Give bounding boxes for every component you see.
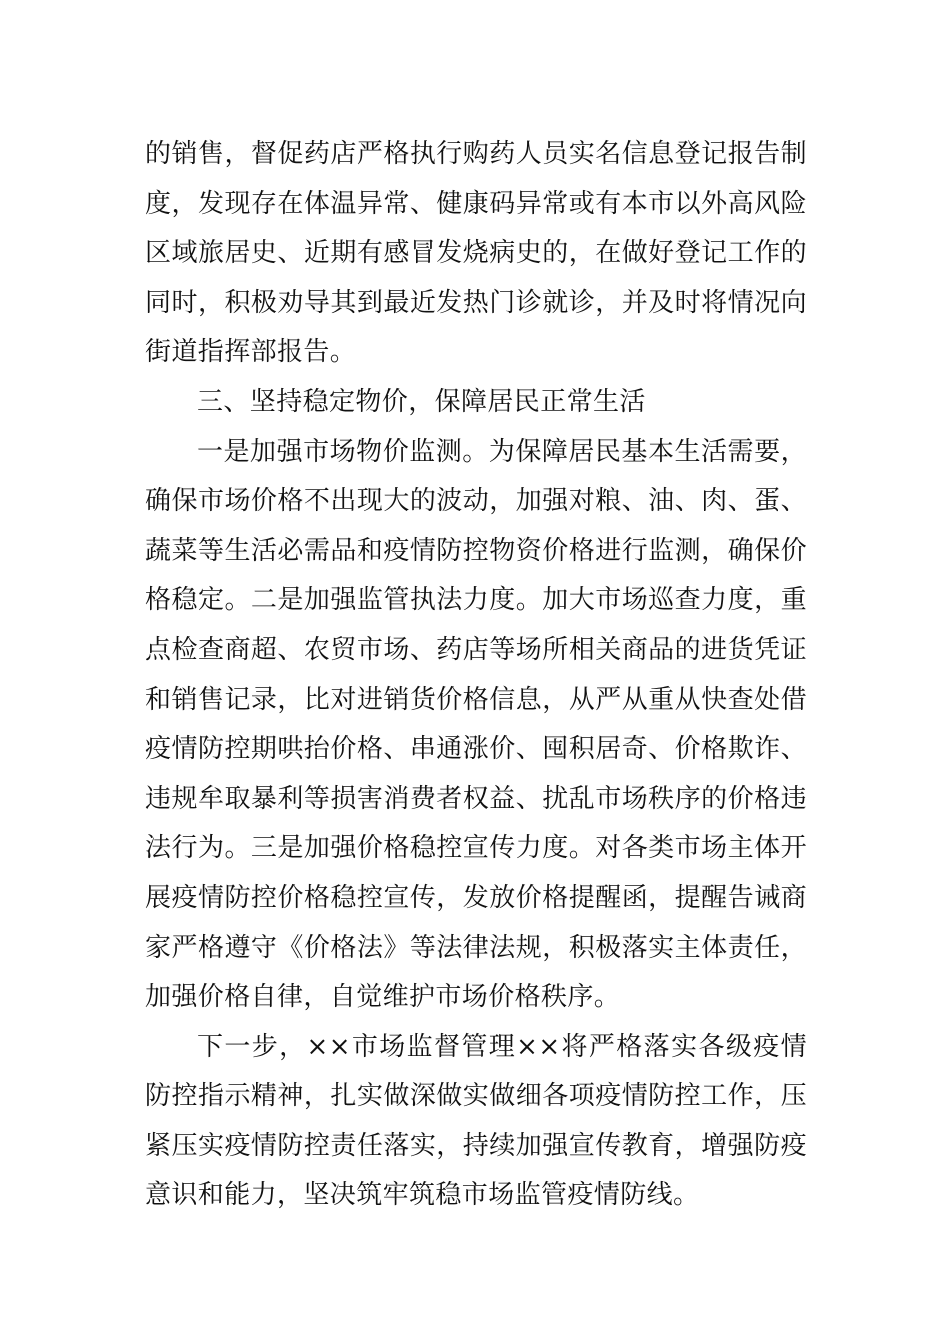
section-heading: 三、坚持稳定物价，保障居民正常生活 <box>197 386 646 417</box>
document-body <box>145 130 807 1221</box>
paragraph-measures: 一是加强市场物价监测。为保障居民基本生活需要，确保市场价格不出现大的波动，加强对粮、油、肉、蛋、蔬菜等生活必需品和疫情防控物资价格进行监测，确保价格稳定。二是加强监管执法力度。加大市场巡查力度，重点检查商超、农贸市场、药店等场所相关商品的进货凭证和销售记录，比对进销货价格信息，从严从重从快查处借疫情防控期哄抬价格、串通涨价、囤积居奇、价格欺诈、违规牟取暴利等损害消费者权益、扰乱市场秩序的价格违法行为。三是加强价格稳控宣传力度。对各类市场主体开展疫情防控价格稳控宣传，发放价格提醒函，提醒告诫商家严格遵守《价格法》等法律法规，积极落实主体责任，加强价格自律，自觉维护市场价格秩序。 <box>145 436 807 1013</box>
paragraph-next-steps: 下一步，××市场监督管理××将严格落实各级疫情防控指示精神，扎实做深做实做细各项疫情防控工作，压紧压实疫情防控责任落实，持续加强宣传教育，增强防疫意识和能力，坚决筑牢筑稳市场监管疫情防线。 <box>145 1031 807 1211</box>
paragraph-continuation: 的销售，督促药店严格执行购药人员实名信息登记报告制度，发现存在体温异常、健康码异常或有本市以外高风险区域旅居史、近期有感冒发烧病史的，在做好登记工作的同时，积极劝导其到最近发热门诊就诊，并及时将情况向街道指挥部报告。 <box>145 139 807 368</box>
